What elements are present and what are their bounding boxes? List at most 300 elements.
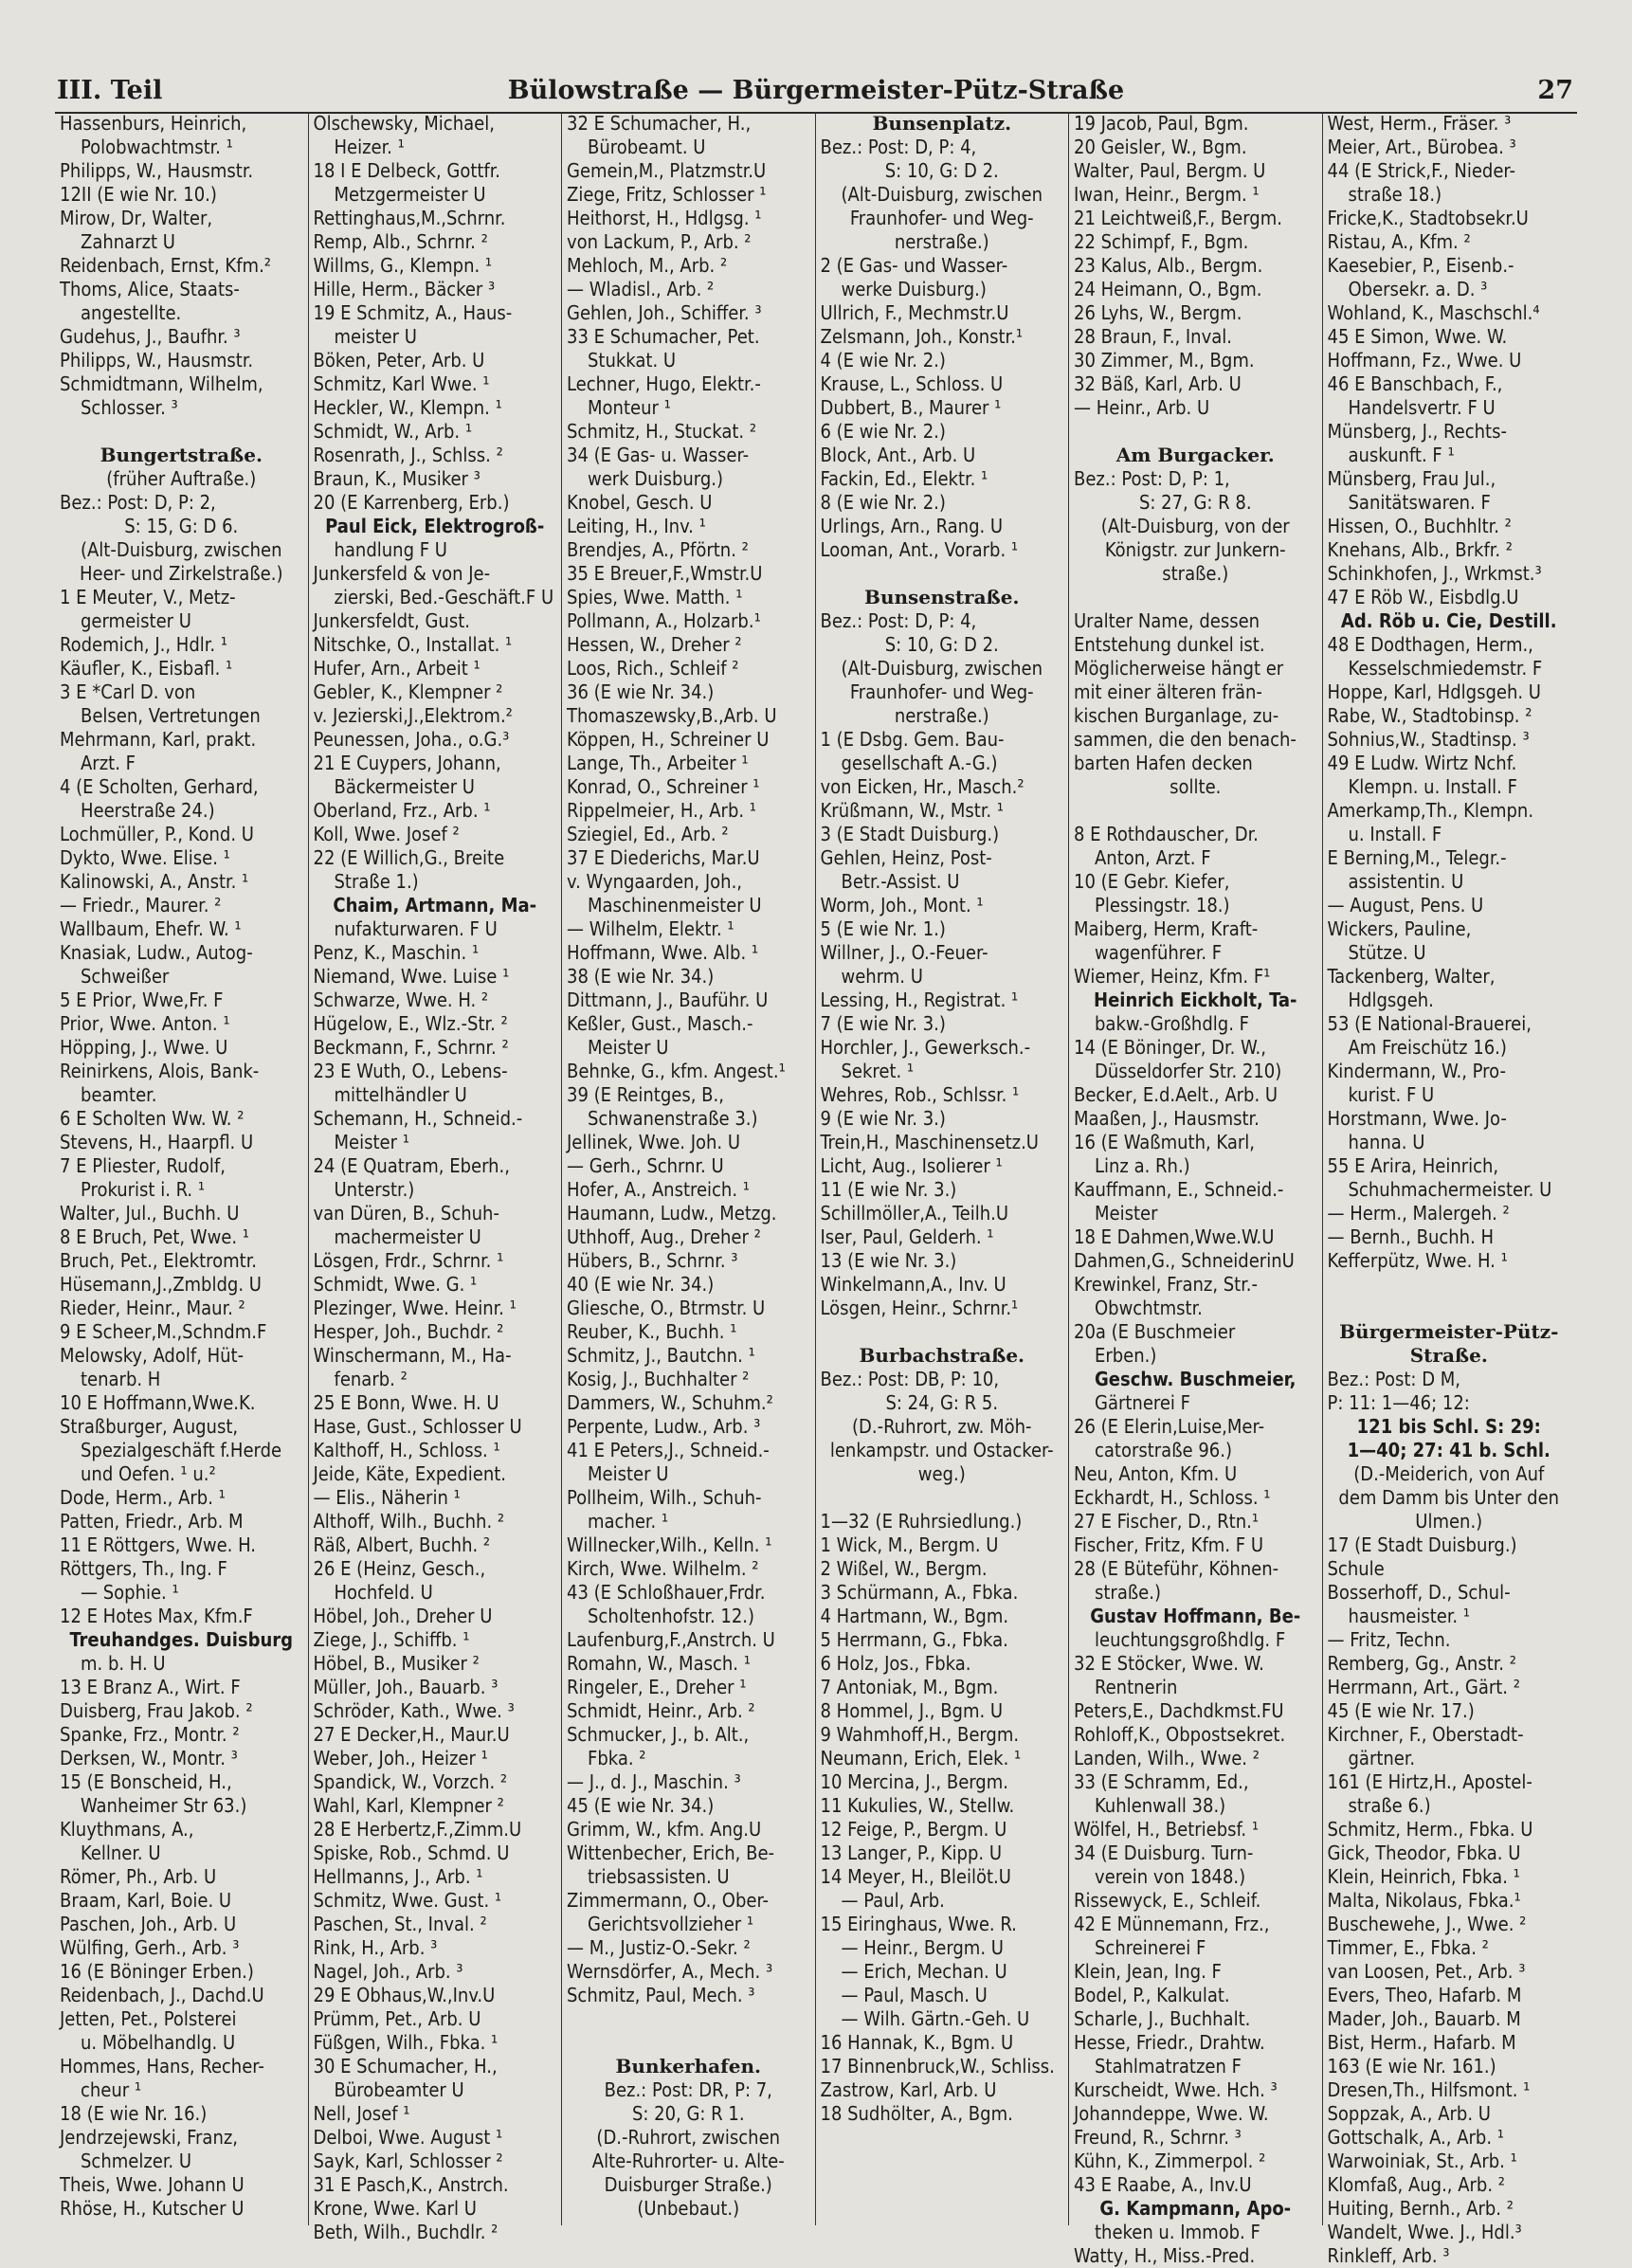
directory-entry: Buschewehe, J., Wwe. ² bbox=[1327, 1913, 1527, 1935]
directory-entry: Duisberg, Frau Jakob. ² bbox=[60, 1699, 253, 1722]
directory-entry: 13 E Branz A., Wirt. F bbox=[60, 1676, 241, 1698]
directory-entry: Wehres, Rob., Schlssr. ¹ bbox=[820, 1083, 1020, 1106]
directory-entry: Keßler, Gust., Masch.- bbox=[567, 1012, 753, 1035]
directory-entry: Kauffmann, E., Schneid.- bbox=[1074, 1178, 1284, 1201]
street-info: (D.-Ruhrort, zw. Möh- bbox=[851, 1415, 1032, 1438]
street-info: Paul Eick, Elektrogroß- bbox=[325, 515, 545, 537]
entry-continuation: beamter. bbox=[81, 1083, 157, 1106]
directory-entry: 8 E Bruch, Pet, Wwe. ¹ bbox=[60, 1225, 250, 1248]
directory-entry: Höbel, B., Musiker ² bbox=[313, 1652, 480, 1675]
directory-entry: Gudehus, J., Baufhr. ³ bbox=[60, 325, 241, 348]
directory-entry: 9 Wahmhoff,H., Bergm. bbox=[820, 1723, 1020, 1746]
directory-entry: Perpente, Ludw., Arb. ³ bbox=[567, 1415, 761, 1438]
directory-entry: Philipps, W., Hausmstr. bbox=[60, 159, 254, 182]
directory-entry: Reidenbach, J., Dachd.U bbox=[60, 1984, 264, 2006]
entry-continuation: — Heinr., Bergm. U bbox=[841, 1936, 1004, 1959]
street-info: (D.-Ruhrort, zwischen bbox=[596, 2126, 781, 2149]
directory-entry: Bist, Herm., Hafarb. M bbox=[1327, 2031, 1516, 2054]
street-heading: Straße. bbox=[1409, 1344, 1488, 1367]
directory-entry: — Wladisl., Arb. ² bbox=[567, 278, 715, 300]
street-info: Geschw. Buschmeier, bbox=[1095, 1368, 1297, 1390]
entry-continuation: u. Install. F bbox=[1348, 823, 1442, 845]
street-info: (Alt-Duisburg, zwischen bbox=[841, 657, 1043, 680]
directory-entry: Junkersfeld & von Je- bbox=[313, 562, 491, 585]
street-info: Heer- und Zirkelstraße.) bbox=[80, 562, 283, 585]
column-3 bbox=[562, 112, 816, 2225]
directory-entry: Behnke, G., kfm. Angest.¹ bbox=[567, 1060, 786, 1082]
directory-entry: Kaesebier, P., Eisenb.- bbox=[1327, 254, 1514, 277]
street-info: 1—40; 27: 41 b. Schl. bbox=[1347, 1439, 1550, 1461]
directory-entry: 45 E Simon, Wwe. W. bbox=[1327, 325, 1508, 348]
directory-entry: 36 (E wie Nr. 34.) bbox=[567, 680, 715, 703]
directory-entry: Dittmann, J., Bauführ. U bbox=[567, 989, 769, 1011]
directory-entry: Neu, Anton, Kfm. U bbox=[1074, 1462, 1238, 1485]
column-4 bbox=[816, 112, 1070, 2225]
directory-entry: 18 Sudhölter, A., Bgm. bbox=[820, 2102, 1013, 2125]
directory-entry: kischen Burganlage, zu- bbox=[1074, 704, 1279, 727]
directory-entry: Füßgen, Wilh., Fbka. ¹ bbox=[313, 2031, 499, 2054]
directory-entry: 5 (E wie Nr. 1.) bbox=[820, 917, 946, 940]
entry-continuation: Obwchtmstr. bbox=[1095, 1297, 1203, 1319]
entry-continuation: Zahnarzt U bbox=[81, 230, 175, 253]
directory-entry: 1 E Meuter, V., Metz- bbox=[60, 586, 236, 608]
entry-continuation: Stahlmatratzen F bbox=[1095, 2055, 1242, 2077]
directory-entry: Ullrich, F., Mechmstr.U bbox=[820, 301, 1009, 324]
entry-continuation: Düsseldorfer Str. 210) bbox=[1095, 1060, 1282, 1082]
directory-entry: Bez.: Post: D, P: 4, bbox=[820, 609, 977, 632]
entry-continuation: triebsassisten. U bbox=[588, 1865, 730, 1888]
spacer bbox=[1074, 799, 1317, 823]
directory-entry: Iser, Paul, Gelderh. ¹ bbox=[820, 1225, 994, 1248]
directory-entry: Uralter Name, dessen bbox=[1074, 609, 1260, 632]
directory-entry: Thoms, Alice, Staats- bbox=[60, 278, 240, 300]
street-info: Königstr. zur Junkern- bbox=[1104, 538, 1286, 561]
directory-entry: 1—32 (E Ruhrsiedlung.) bbox=[820, 1510, 1023, 1533]
directory-entry: Klein, Heinrich, Fbka. ¹ bbox=[1327, 1865, 1520, 1888]
street-info: S: 10, G: D 2. bbox=[884, 159, 999, 182]
street-info: (Alt-Duisburg, zwischen bbox=[841, 183, 1043, 206]
directory-entry: Dresen,Th., Hilfsmont. ¹ bbox=[1327, 2078, 1531, 2101]
directory-entry: Jeide, Käte, Expedient. bbox=[313, 1462, 507, 1485]
directory-entry: Sohnius,W., Stadtinsp. ³ bbox=[1327, 728, 1530, 751]
directory-entry: 30 Zimmer, M., Bgm. bbox=[1074, 349, 1255, 372]
entry-continuation: Betr.-Assist. U bbox=[841, 870, 960, 893]
directory-entry: 2 Wißel, W., Bergm. bbox=[820, 1557, 988, 1580]
entry-continuation: Meister bbox=[1095, 1202, 1158, 1225]
directory-entry: Remp, Alb., Schrnr. ² bbox=[313, 230, 488, 253]
entry-continuation: Polobwachtmstr. ¹ bbox=[81, 136, 233, 158]
directory-entry: Schinkhofen, J., Wrkmst.³ bbox=[1327, 562, 1542, 585]
entry-continuation: Schlosser. ³ bbox=[81, 396, 178, 419]
directory-entry: 19 Jacob, Paul, Bgm. bbox=[1074, 112, 1249, 135]
directory-entry: 161 (E Hirtz,H., Apostel- bbox=[1327, 1770, 1532, 1793]
directory-entry: Mehloch, M., Arb. ² bbox=[567, 254, 728, 277]
directory-entry: 18 E Dahmen,Wwe.W.U bbox=[1074, 1225, 1275, 1248]
directory-entry: 19 E Schmitz, A., Haus- bbox=[313, 301, 513, 324]
directory-entry: Bez.: Post: DB, P: 10, bbox=[820, 1368, 1000, 1390]
directory-entry: Zimmermann, O., Ober- bbox=[567, 1889, 770, 1912]
directory-entry: Zastrow, Karl, Arb. U bbox=[820, 2078, 997, 2101]
directory-entry: 20 (E Karrenberg, Erb.) bbox=[313, 491, 510, 514]
street-info: (Alt-Duisburg, zwischen bbox=[80, 538, 282, 561]
directory-entry: 5 Herrmann, G., Fbka. bbox=[820, 1628, 1008, 1651]
street-info: Gustav Hoffmann, Be- bbox=[1090, 1605, 1301, 1627]
directory-entry: — J., d. J., Maschin. ³ bbox=[567, 1770, 741, 1793]
directory-entry: Ziege, Fritz, Schlosser ¹ bbox=[567, 183, 767, 206]
directory-entry: Winkelmann,A., Inv. U bbox=[820, 1273, 1006, 1296]
directory-entry: 14 Meyer, H., Bleilöt.U bbox=[820, 1865, 1011, 1888]
directory-entry: Schmidtmann, Wilhelm, bbox=[60, 372, 263, 395]
directory-entry: Rodemich, J., Hdlr. ¹ bbox=[60, 633, 227, 656]
page-title: Bülowstraße — Bürgermeister-Pütz-Straße bbox=[507, 76, 1125, 105]
directory-entry: Remberg, Gg., Anstr. ² bbox=[1327, 1652, 1516, 1675]
directory-entry: Bosserhoff, D., Schul- bbox=[1327, 1581, 1511, 1604]
entry-continuation: Heerstraße 24.) bbox=[81, 799, 215, 822]
directory-entry: Meier, Art., Bürobea. ³ bbox=[1327, 136, 1516, 158]
directory-entry: van Düren, B., Schuh- bbox=[313, 1202, 499, 1225]
directory-entry: Huiting, Bernh., Arb. ² bbox=[1327, 2197, 1514, 2220]
street-info: weg.) bbox=[917, 1462, 966, 1485]
directory-entry: 7 (E wie Nr. 3.) bbox=[820, 1012, 946, 1035]
directory-entry: 27 E Fischer, D., Rtn.¹ bbox=[1074, 1510, 1260, 1533]
directory-entry: Rosenrath, J., Schlss. ² bbox=[313, 444, 503, 466]
entry-continuation: macher. ¹ bbox=[588, 1510, 669, 1533]
directory-entry: Rissewyck, E., Schleif. bbox=[1074, 1889, 1261, 1912]
entry-continuation: Fbka. ² bbox=[588, 1747, 646, 1769]
entry-continuation: Gärtnerei F bbox=[1095, 1391, 1190, 1414]
directory-entry: P: 11: 1—46; 12: bbox=[1327, 1391, 1470, 1414]
directory-entry: Klein, Jean, Ing. F bbox=[1074, 1960, 1222, 1983]
street-info: sollte. bbox=[1170, 775, 1222, 798]
directory-entry: Straßburger, August, bbox=[60, 1415, 239, 1438]
directory-entry: Thomaszewsky,B.,Arb. U bbox=[567, 704, 777, 727]
directory-entry: 22 (E Willich,G., Breite bbox=[313, 846, 505, 869]
directory-entry: Wickers, Pauline, bbox=[1327, 917, 1472, 940]
directory-entry: Rohloff,K., Obpostsekret. bbox=[1074, 1723, 1286, 1746]
directory-entry: Jetten, Pet., Polsterei bbox=[60, 2007, 237, 2030]
entry-continuation: Linz a. Rh.) bbox=[1095, 1154, 1190, 1177]
entry-continuation: Schweißer bbox=[81, 965, 170, 988]
street-info: G. Kampmann, Apo- bbox=[1099, 2197, 1292, 2220]
directory-entry: Entstehung dunkel ist. bbox=[1074, 633, 1265, 656]
directory-entry: 18 (E wie Nr. 16.) bbox=[60, 2102, 208, 2125]
directory-entry: Schmucker, J., b. Alt., bbox=[567, 1723, 750, 1746]
entry-continuation: verein von 1848.) bbox=[1095, 1865, 1246, 1888]
directory-entry: Walter, Paul, Bergm. U bbox=[1074, 159, 1266, 182]
directory-entry: Block, Ant., Arb. U bbox=[820, 444, 976, 466]
column-2 bbox=[309, 112, 563, 2243]
street-info: nerstraße.) bbox=[894, 230, 989, 253]
directory-entry: Loos, Rich., Schleif ² bbox=[567, 657, 739, 680]
directory-entry: Pollheim, Wilh., Schuh- bbox=[567, 1486, 762, 1509]
directory-entry: 15 Eiringhaus, Wwe. R. bbox=[820, 1913, 1017, 1935]
entry-continuation: Unterstr.) bbox=[334, 1178, 415, 1201]
directory-entry: Reidenbach, Ernst, Kfm.² bbox=[60, 254, 271, 277]
directory-entry: — Friedr., Maurer. ² bbox=[60, 894, 222, 916]
directory-entry: 44 (E Strick,F., Nieder- bbox=[1327, 159, 1516, 182]
directory-entry: Rhöse, H., Kutscher U bbox=[60, 2197, 245, 2220]
entry-continuation: germeister U bbox=[81, 609, 191, 632]
entry-continuation: fenarb. ² bbox=[334, 1368, 408, 1390]
spacer bbox=[1328, 1273, 1571, 1297]
directory-entry: Jendrzejewski, Franz, bbox=[60, 2126, 239, 2149]
directory-entry: Weber, Joh., Heizer ¹ bbox=[313, 1747, 488, 1769]
directory-entry: Heckler, W., Klempn. ¹ bbox=[313, 396, 502, 419]
directory-entry: 34 (E Gas- u. Wasser- bbox=[567, 444, 750, 466]
directory-entry: 9 (E wie Nr. 3.) bbox=[820, 1107, 946, 1130]
directory-entry: Braam, Karl, Boie. U bbox=[60, 1889, 232, 1912]
street-info: Duisburger Straße.) bbox=[604, 2173, 772, 2196]
directory-entry: Schmitz, Herm., Fbka. U bbox=[1327, 1818, 1533, 1841]
directory-entry: Landen, Wilh., Wwe. ² bbox=[1074, 1747, 1260, 1769]
directory-entry: Schmitz, H., Stuckat. ² bbox=[567, 420, 757, 443]
directory-entry: 45 (E wie Nr. 34.) bbox=[567, 1794, 715, 1817]
directory-entry: v. Jezierski,J.,Elektrom.² bbox=[313, 704, 513, 727]
street-info: Heinrich Eickholt, Ta- bbox=[1094, 989, 1297, 1011]
directory-entry: Rink, H., Arb. ³ bbox=[313, 1936, 438, 1959]
directory-entry: 16 (E Waßmuth, Karl, bbox=[1074, 1131, 1255, 1153]
directory-entry: Lechner, Hugo, Elektr.- bbox=[567, 372, 761, 395]
directory-entry: Müller, Joh., Bauarb. ³ bbox=[313, 1676, 499, 1698]
entry-continuation: straße 18.) bbox=[1348, 183, 1442, 206]
directory-entry: 12 E Hotes Max, Kfm.F bbox=[60, 1605, 253, 1627]
entry-continuation: Bürobeamt. U bbox=[588, 136, 706, 158]
entry-continuation: Maschinenmeister U bbox=[588, 894, 762, 916]
directory-entry: Becker, E.d.Aelt., Arb. U bbox=[1074, 1083, 1278, 1106]
directory-entry: Ziege, J., Schiffb. ¹ bbox=[313, 1628, 470, 1651]
directory-entry: Trein,H., Maschinensetz.U bbox=[820, 1131, 1039, 1153]
directory-entry: 33 (E Schramm, Ed., bbox=[1074, 1770, 1249, 1793]
directory-entry: Laufenburg,F.,Anstrch. U bbox=[567, 1628, 775, 1651]
directory-entry: 34 (E Duisburg. Turn- bbox=[1074, 1842, 1254, 1864]
entry-continuation: kurist. F U bbox=[1348, 1083, 1435, 1106]
entry-continuation: Erben.) bbox=[1095, 1344, 1157, 1367]
directory-entry: Hüsemann,J.,Zmbldg. U bbox=[60, 1273, 262, 1296]
entry-continuation: machermeister U bbox=[334, 1225, 481, 1248]
directory-entry: Wernsdörfer, A., Mech. ³ bbox=[567, 1960, 773, 1983]
directory-entry: 32 E Stöcker, Wwe. W. bbox=[1074, 1652, 1264, 1675]
directory-entry: Maaßen, J., Hausmstr. bbox=[1074, 1107, 1260, 1130]
directory-entry: 5 E Prior, Wwe,Fr. F bbox=[60, 989, 224, 1011]
directory-entry: v. Wyngaarden, Joh., bbox=[567, 870, 742, 893]
directory-entry: Wülfing, Gerh., Arb. ³ bbox=[60, 1936, 240, 1959]
street-info: Alte-Ruhrorter- u. Alte- bbox=[591, 2150, 785, 2172]
spacer bbox=[567, 2031, 810, 2055]
directory-entry: 45 (E wie Nr. 17.) bbox=[1327, 1699, 1475, 1722]
directory-entry: Romahn, W., Masch. ¹ bbox=[567, 1652, 751, 1675]
directory-entry: Kirch, Wwe. Wilhelm. ² bbox=[567, 1557, 759, 1580]
directory-entry: Kosig, J., Buchhalter ² bbox=[567, 1368, 750, 1390]
directory-entry: Bodel, P., Kalkulat. bbox=[1074, 1984, 1230, 2006]
directory-entry: Wallbaum, Ehefr. W. ¹ bbox=[60, 917, 242, 940]
directory-entry: Hübers, B., Schrnr. ³ bbox=[567, 1249, 738, 1272]
directory-entry: Höbel, Joh., Dreher U bbox=[313, 1605, 493, 1627]
entry-continuation: catorstraße 96.) bbox=[1095, 1439, 1232, 1461]
directory-entry: Klomfaß, Aug., Arb. ² bbox=[1327, 2173, 1505, 2196]
directory-entry: Haumann, Ludw., Metzg. bbox=[567, 1202, 777, 1225]
directory-entry: 16 Hannak, K., Bgm. U bbox=[820, 2031, 1014, 2054]
street-info: 121 bis Schl. S: 29: bbox=[1356, 1415, 1541, 1438]
page-header bbox=[55, 74, 1577, 114]
directory-entry: Ristau, A., Kfm. ² bbox=[1327, 230, 1471, 253]
entry-continuation: werke Duisburg.) bbox=[841, 278, 987, 300]
directory-entry: 12 Feige, P., Bergm. U bbox=[820, 1818, 1007, 1841]
column-1 bbox=[55, 112, 309, 2225]
directory-entry: 8 E Rothdauscher, Dr. bbox=[1074, 823, 1259, 845]
directory-entry: Hufer, Arn., Arbeit ¹ bbox=[313, 657, 481, 680]
entry-continuation: Heizer. ¹ bbox=[334, 136, 405, 158]
directory-entry: Knasiak, Ludw., Autog- bbox=[60, 941, 253, 964]
entry-continuation: Schmelzer. U bbox=[81, 2150, 192, 2172]
directory-entry: 1 (E Dsbg. Gem. Bau- bbox=[820, 728, 1005, 751]
directory-entry: Spiske, Rob., Schmd. U bbox=[313, 1842, 510, 1864]
street-info: Fraunhofer- und Weg- bbox=[849, 680, 1034, 703]
directory-entry: Köppen, H., Schreiner U bbox=[567, 728, 770, 751]
directory-entry: Hassenburs, Heinrich, bbox=[60, 112, 247, 135]
entry-continuation: u. Möbelhandlg. U bbox=[81, 2031, 236, 2054]
directory-entry: 6 Holz, Jos., Fbka. bbox=[820, 1652, 971, 1675]
spacer bbox=[1328, 1297, 1571, 1320]
entry-continuation: werk Duisburg.) bbox=[588, 467, 723, 490]
directory-entry: Schmitz, Wwe. Gust. ¹ bbox=[313, 1889, 502, 1912]
directory-entry: Timmer, E., Fbka. ² bbox=[1327, 1936, 1489, 1959]
street-heading: Bunsenstraße. bbox=[864, 586, 1020, 608]
directory-entry: Herrmann, Art., Gärt. ² bbox=[1327, 1676, 1520, 1698]
directory-entry: Käufler, K., Eisbafl. ¹ bbox=[60, 657, 233, 680]
entry-continuation: wehrm. U bbox=[841, 965, 923, 988]
directory-entry: 24 (E Quatram, Eberh., bbox=[313, 1154, 510, 1177]
entry-continuation: assistentin. U bbox=[1348, 870, 1464, 893]
entry-continuation: Am Freischütz 16.) bbox=[1348, 1036, 1507, 1059]
directory-entry: 11 Kukulies, W., Stellw. bbox=[820, 1794, 1015, 1817]
entry-continuation: — Erich, Mechan. U bbox=[841, 1960, 1007, 1983]
directory-entry: 32 Bäß, Karl, Arb. U bbox=[1074, 372, 1242, 395]
directory-entry: 35 E Breuer,F.,Wmstr.U bbox=[567, 562, 763, 585]
entry-continuation: angestellte. bbox=[81, 301, 182, 324]
entry-continuation: Handelsvertr. F U bbox=[1348, 396, 1496, 419]
entry-continuation: meister U bbox=[334, 325, 417, 348]
directory-entry: Rippelmeier, H., Arb. ¹ bbox=[567, 799, 756, 822]
directory-entry: 14 (E Böninger, Dr. W., bbox=[1074, 1036, 1266, 1059]
entry-continuation: straße.) bbox=[1095, 1581, 1161, 1604]
entry-continuation: — Sophie. ¹ bbox=[81, 1581, 179, 1604]
directory-entry: Wahl, Karl, Klempner ² bbox=[313, 1794, 504, 1817]
directory-entry: Lösgen, Frdr., Schrnr. ¹ bbox=[313, 1249, 504, 1272]
directory-entry: West, Herm., Fräser. ³ bbox=[1327, 112, 1512, 135]
directory-entry: Gottschalk, A., Arb. ¹ bbox=[1327, 2126, 1504, 2149]
directory-entry: Gemein,M., Platzmstr.U bbox=[567, 159, 767, 182]
directory-entry: Hofer, A., Anstreich. ¹ bbox=[567, 1178, 750, 1201]
entry-continuation: Plessingstr. 18.) bbox=[1095, 894, 1230, 916]
directory-entry: Kalthoff, H., Schloss. ¹ bbox=[313, 1439, 500, 1461]
directory-entry: Olschewsky, Michael, bbox=[313, 112, 495, 135]
directory-entry: Scharle, J., Buchhalt. bbox=[1074, 2007, 1251, 2030]
entry-continuation: mittelhändler U bbox=[334, 1083, 467, 1106]
directory-entry: 40 (E wie Nr. 34.) bbox=[567, 1273, 715, 1296]
directory-entry: 10 (E Gebr. Kiefer, bbox=[1074, 870, 1230, 893]
entry-continuation: Kesselschmiedemstr. F bbox=[1348, 657, 1543, 680]
directory-entry: Rabe, W., Stadtobinsp. ² bbox=[1327, 704, 1532, 727]
entry-continuation: Schreinerei F bbox=[1095, 1936, 1206, 1959]
street-info: (D.-Meiderich, von Auf bbox=[1353, 1462, 1545, 1485]
directory-entry: von Lackum, P., Arb. ² bbox=[567, 230, 752, 253]
directory-entry: Grimm, W., kfm. Ang.U bbox=[567, 1818, 762, 1841]
directory-entry: Mehrmann, Karl, prakt. bbox=[60, 728, 257, 751]
directory-entry: Reinirkens, Alois, Bank- bbox=[60, 1060, 260, 1082]
column-5 bbox=[1069, 112, 1323, 2267]
directory-entry: — Elis., Näherin ¹ bbox=[313, 1486, 461, 1509]
directory-entry: Looman, Ant., Vorarb. ¹ bbox=[820, 538, 1019, 561]
spacer bbox=[821, 562, 1064, 586]
directory-entry: Patten, Friedr., Arb. M bbox=[60, 1510, 244, 1533]
entry-continuation: Spezialgeschäft f.Herde bbox=[81, 1439, 282, 1461]
entry-continuation: Monteur ¹ bbox=[588, 396, 671, 419]
entry-continuation: Hdlgsgeh. bbox=[1348, 989, 1434, 1011]
directory-entry: 49 E Ludw. Wirtz Nchf. bbox=[1327, 752, 1517, 774]
street-info: S: 20, G: R 1. bbox=[631, 2102, 745, 2125]
directory-entry: Spanke, Frz., Montr. ² bbox=[60, 1723, 240, 1746]
directory-entry: 37 E Diederichs, Mar.U bbox=[567, 846, 760, 869]
directory-entry: Nitschke, O., Installat. ¹ bbox=[313, 633, 513, 656]
spacer bbox=[1074, 586, 1317, 609]
directory-entry: Schule bbox=[1327, 1557, 1385, 1580]
directory-entry: Soppzak, A., Arb. U bbox=[1327, 2102, 1491, 2125]
entry-continuation: Stütze. U bbox=[1348, 941, 1426, 964]
directory-entry: 31 E Pasch,K., Anstrch. bbox=[313, 2173, 509, 2196]
directory-entry: Krause, L., Schloss. U bbox=[820, 372, 1004, 395]
entry-continuation: und Oefen. ¹ u.² bbox=[81, 1462, 216, 1485]
directory-entry: — Gerh., Schrnr. U bbox=[567, 1154, 724, 1177]
directory-entry: Amerkamp,Th., Klempn. bbox=[1327, 799, 1534, 822]
directory-entry: Schwarze, Wwe. H. ² bbox=[313, 989, 489, 1011]
directory-entry: van Loosen, Pet., Arb. ³ bbox=[1327, 1960, 1526, 1983]
directory-entry: — Herm., Malergeh. ² bbox=[1327, 1202, 1510, 1225]
directory-entry: Sayk, Karl, Schlosser ² bbox=[313, 2150, 503, 2172]
directory-entry: 30 E Schumacher, H., bbox=[313, 2055, 498, 2077]
directory-entry: von Eicken, Hr., Masch.² bbox=[820, 775, 1025, 798]
directory-entry: 26 (E Elerin,Luise,Mer- bbox=[1074, 1415, 1265, 1438]
directory-entry: Schmitz, Paul, Mech. ³ bbox=[567, 1984, 755, 2006]
directory-entry: 12II (E wie Nr. 10.) bbox=[60, 183, 217, 206]
directory-entry: 23 E Wuth, O., Lebens- bbox=[313, 1060, 508, 1082]
directory-entry: Knehans, Alb., Brkfr. ² bbox=[1327, 538, 1513, 561]
street-info: nerstraße.) bbox=[894, 704, 989, 727]
directory-entry: Rieder, Heinr., Maur. ² bbox=[60, 1297, 245, 1319]
directory-entry: Bez.: Post: D M, bbox=[1327, 1368, 1461, 1390]
directory-entry: 39 (E Reintges, B., bbox=[567, 1083, 724, 1106]
directory-entry: Hille, Herm., Bäcker ³ bbox=[313, 278, 496, 300]
directory-entry: Bez.: Post: D, P: 1, bbox=[1074, 467, 1230, 490]
directory-entry: 3 E *Carl D. von bbox=[60, 680, 196, 703]
directory-entry: Philipps, W., Hausmstr. bbox=[60, 349, 254, 372]
directory-entry: 46 E Banschbach, F., bbox=[1327, 372, 1503, 395]
directory-entry: 47 E Röb W., Eisbdlg.U bbox=[1327, 586, 1519, 608]
directory-entry: 55 E Arira, Heinrich, bbox=[1327, 1154, 1499, 1177]
directory-entry: Delboi, Wwe. August ¹ bbox=[313, 2126, 503, 2149]
directory-entry: Wandelt, Wwe. J., Hdl.³ bbox=[1327, 2221, 1522, 2243]
directory-entry: Schemann, H., Schneid.- bbox=[313, 1107, 523, 1130]
directory-entry: 43 E Raabe, A., Inv.U bbox=[1074, 2173, 1252, 2196]
directory-entry: Schmidt, W., Arb. ¹ bbox=[313, 420, 473, 443]
directory-entry: Leiting, H., Inv. ¹ bbox=[567, 515, 706, 537]
directory-entry: Peunessen, Joha., o.G.³ bbox=[313, 728, 510, 751]
entry-continuation: cheur ¹ bbox=[81, 2078, 142, 2101]
directory-entry: Penz, K., Maschin. ¹ bbox=[313, 941, 480, 964]
directory-entry: 3 (E Stadt Duisburg.) bbox=[820, 823, 1000, 845]
directory-entry: 7 Antoniak, M., Bgm. bbox=[820, 1676, 999, 1698]
directory-entry: 43 (E Schloßhauer,Frdr. bbox=[567, 1581, 766, 1604]
directory-entry: Reuber, K., Buchh. ¹ bbox=[567, 1320, 737, 1343]
